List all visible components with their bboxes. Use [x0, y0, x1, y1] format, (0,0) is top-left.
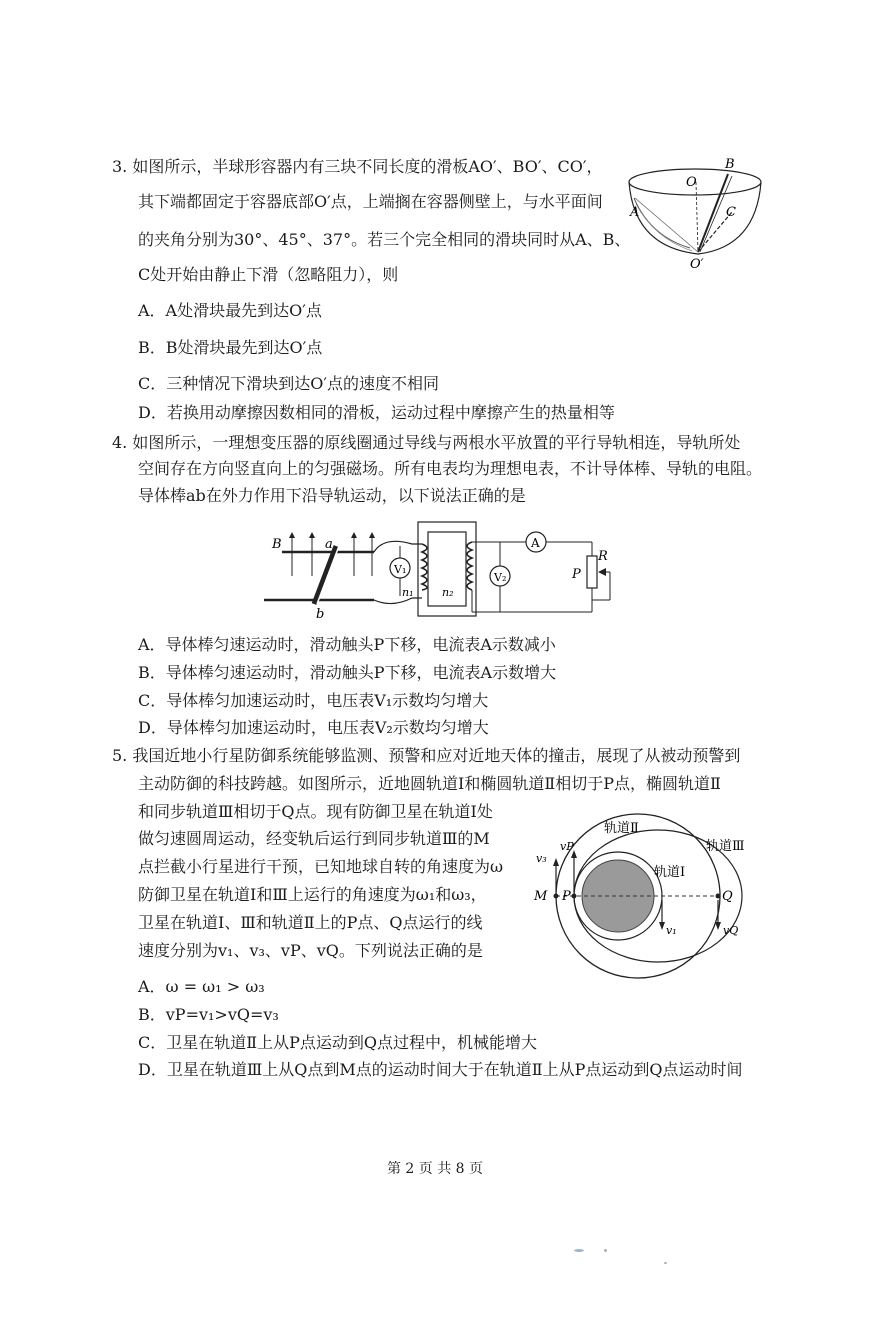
q4-label-r: R	[598, 549, 608, 564]
q4-label-a: a	[325, 537, 333, 552]
q4-stem-line-1	[112, 432, 740, 454]
q3-option-c[interactable]: C．三种情况下滑块到达O′点的速度不相同	[138, 374, 439, 393]
q4-stem-line-3: 导体棒ab在外力作用下沿导轨运动，以下说法正确的是	[138, 486, 526, 505]
q3-label-b: B	[725, 157, 735, 172]
q5-orbit-figure	[530, 812, 760, 980]
q3-option-d[interactable]: D．若换用动摩擦因数相同的滑板，运动过程中摩擦产生的热量相等	[138, 403, 615, 422]
q4-label-n2: n₂	[442, 586, 454, 599]
q5-label-v1: v₁	[666, 924, 677, 937]
q3-label-o: O	[686, 175, 697, 190]
q4-circuit-figure	[262, 516, 618, 620]
q5-stem-line-1	[112, 745, 740, 767]
q5-label-p: P	[562, 889, 571, 904]
q5-label-m: M	[534, 889, 548, 904]
q4-label-v1: V₁	[394, 563, 407, 576]
q3-stem-line-1	[112, 156, 602, 178]
q5-option-b[interactable]: B．vP=v₁>vQ=v₃	[138, 1005, 279, 1024]
q5-stem-line-2: 主动防御的科技跨越。如图所示，近地圆轨道Ⅰ和椭圆轨道Ⅱ相切于P点，椭圆轨道Ⅱ	[138, 774, 721, 793]
q3-label-oprime: O′	[690, 257, 704, 270]
q4-number: 4.	[112, 433, 128, 452]
q3-option-a[interactable]: A．A处滑块最先到达O′点	[138, 301, 322, 320]
q3-stem-line-4: C处开始由静止下滑（忽略阻力），则	[138, 265, 399, 284]
scan-speck	[574, 1249, 584, 1252]
q4-option-b[interactable]: B．导体棒匀速运动时，滑动触头P下移，电流表A示数增大	[138, 663, 557, 682]
q4-text: 如图所示，一理想变压器的原线圈通过导线与两根水平放置的平行导轨相连，导轨所处	[132, 433, 741, 452]
q5-stem-line-3: 和同步轨道Ⅲ相切于Q点。现有防御卫星在轨道Ⅰ处	[138, 802, 493, 821]
q5-option-c[interactable]: C．卫星在轨道Ⅱ上从P点运动到Q点过程中，机械能增大	[138, 1033, 538, 1052]
q5-stem-line-4: 做匀速圆周运动，经变轨后运行到同步轨道Ⅲ的M	[138, 829, 490, 848]
q5-label-orbit1: 轨道Ⅰ	[654, 865, 686, 880]
q4-option-d[interactable]: D．导体棒匀加速运动时，电压表V₂示数均匀增大	[138, 718, 489, 737]
q5-text: 我国近地小行星防御系统能够监测、预警和应对近地天体的撞击，展现了从被动预警到	[132, 746, 741, 765]
q4-option-c[interactable]: C．导体棒匀加速运动时，电压表V₁示数均匀增大	[138, 691, 489, 710]
q5-stem-line-6: 防御卫星在轨道Ⅰ和Ⅲ上运行的角速度为ω₁和ω₃，	[138, 885, 487, 904]
q3-label-a: A	[630, 205, 640, 220]
q4-label-b-field: B	[272, 537, 282, 552]
q4-label-n1: n₁	[402, 586, 414, 599]
q5-stem-line-8: 速度分别为v₁、v₃、vP、vQ。下列说法正确的是	[138, 941, 483, 960]
q5-number: 5.	[112, 746, 128, 765]
q5-option-d[interactable]: D．卫星在轨道Ⅲ上从Q点到M点的运动时间大于在轨道Ⅱ上从P点运动到Q点运动时间	[138, 1060, 743, 1079]
page-footer: 第 2 页 共 8 页	[386, 1161, 484, 1177]
q3-hemisphere-figure	[620, 152, 770, 270]
scan-speck	[604, 1249, 607, 1252]
q4-label-v2: V₂	[494, 571, 507, 584]
q5-label-v3: v₃	[536, 852, 547, 865]
q5-label-orbit2: 轨道Ⅱ	[604, 821, 639, 836]
q3-option-b[interactable]: B．B处滑块最先到达O′点	[138, 338, 323, 357]
q3-number: 3.	[112, 157, 128, 176]
q5-label-vp: vP	[560, 840, 574, 853]
q3-label-c: C	[726, 205, 736, 220]
q4-label-p: P	[572, 567, 581, 582]
q5-option-a[interactable]: A．ω = ω₁ > ω₃	[138, 977, 265, 996]
q3-stem-line-3: 的夹角分别为30°、45°、37°。若三个完全相同的滑块同时从A、B、	[138, 230, 631, 249]
q5-label-vq: vQ	[723, 924, 739, 937]
q4-stem-line-2: 空间存在方向竖直向上的匀强磁场。所有电表均为理想电表，不计导体棒、导轨的电阻。	[138, 459, 763, 478]
q5-stem-line-5: 点拦截小行星进行干预，已知地球自转的角速度为ω	[138, 857, 504, 876]
q5-label-orbit3: 轨道Ⅲ	[706, 839, 745, 854]
q4-label-ammeter: A	[531, 536, 540, 550]
q3-stem-line-2: 其下端都固定于容器底部O′点，上端搁在容器侧壁上，与水平面间	[138, 192, 603, 211]
q4-label-b-rod: b	[316, 607, 325, 620]
scan-speck	[664, 1262, 667, 1264]
q5-label-q: Q	[722, 889, 733, 904]
q4-option-a[interactable]: A．导体棒匀速运动时，滑动触头P下移，电流表A示数减小	[138, 635, 556, 654]
q5-stem-line-7: 卫星在轨道Ⅰ、Ⅲ和轨道Ⅱ上的P点、Q点运行的线	[138, 913, 483, 932]
q3-text: 如图所示，半球形容器内有三块不同长度的滑板AO′、BO′、CO′，	[132, 157, 603, 176]
